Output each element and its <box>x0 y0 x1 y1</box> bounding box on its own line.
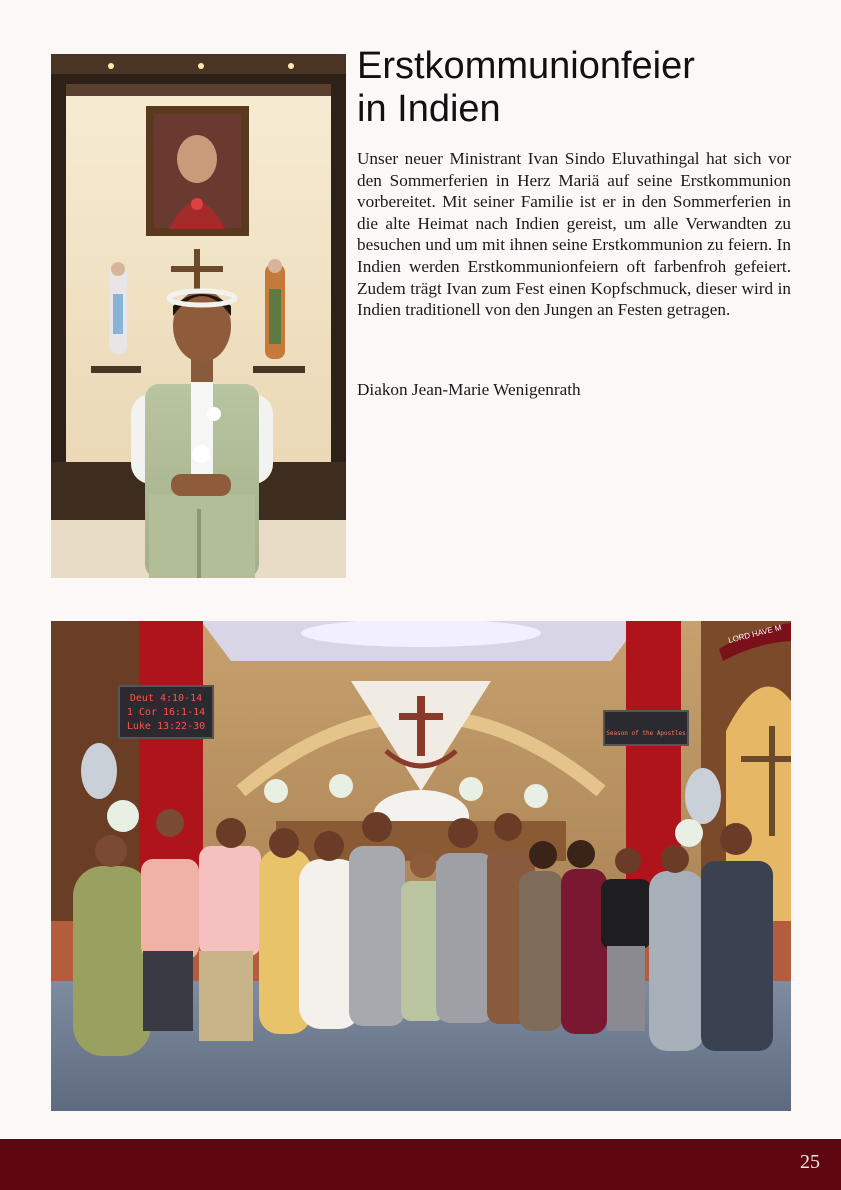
page-footer <box>0 1139 841 1190</box>
article-title-line1: Erstkommunionfeier <box>357 45 695 87</box>
page-number: 25 <box>800 1151 820 1173</box>
sign-left-line2: 1 Cor 16:1-14 <box>126 707 206 718</box>
sign-right-line1: Season of the Apostles <box>606 730 686 737</box>
group-photo <box>51 621 791 1111</box>
article-author: Diakon Jean-Marie Wenigenrath <box>357 380 581 399</box>
banner-text: LORD HAVE M <box>727 623 783 645</box>
portrait-photo <box>51 54 346 578</box>
article-body: Unser neuer Ministrant Ivan Sindo Eluvathingal hat sich vor den Sommerferien in Herz Mariä auf seine Erstkommunion vorbereitet. Mit seiner Familie ist er in den Sommerferien in die alte Heimat nach Indien gereist, um alle Verwandten zu besuchen und um mit ihnen seine Erstkommunion zu feiern. In Indien werden Erstkommunionfeiern oft farbenfroh gefeiert. Zudem trägt Ivan zum Fest einen Kopfschmuck, dieser wird in Indien traditionell von den Jungen an Festen getragen. <box>357 149 791 320</box>
article-title-line2: in Indien <box>357 88 501 130</box>
article-title <box>357 45 797 131</box>
sign-left-line1: Deut 4:10-14 <box>129 693 203 704</box>
sign-left-line3: Luke 13:22-30 <box>126 721 206 732</box>
